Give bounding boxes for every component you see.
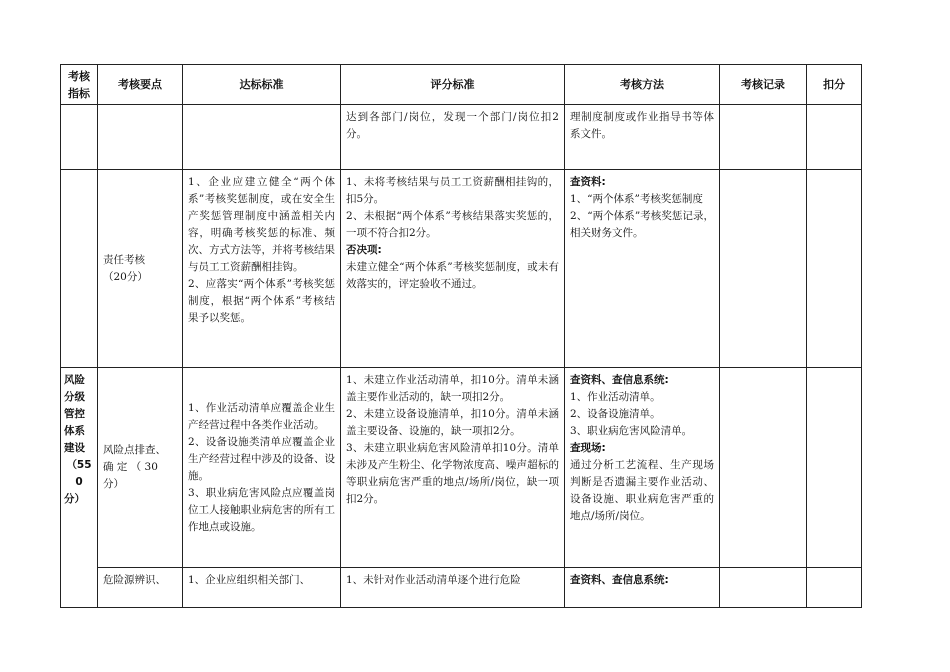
scoring-cell: 1、未针对作业活动清单逐个进行危险 xyxy=(341,568,565,608)
record-cell xyxy=(720,568,807,608)
method-cell: 查资料: 1、“两个体系”考核奖惩制度 2、“两个体系”考核奖惩记录，相关财务文件。 xyxy=(565,170,720,368)
method-title: 查资料: xyxy=(570,176,606,188)
scoring-cell: 达到各部门/岗位，发现一个部门/岗位扣2分。 xyxy=(341,105,565,170)
method-cell: 查资料、查信息系统: 1、作业活动清单。 2、设备设施清单。 3、职业病危害风险清单。 查现场: 通过分析工艺流程、生产现场判断是否遗漏主要作业活动、设备设施、职业病危害严重的地点/场所/岗位。 xyxy=(565,368,720,568)
header-method: 考核方法 xyxy=(565,65,720,105)
header-scoring: 评分标准 xyxy=(341,65,565,105)
method-cell: 理制度制度或作业指导书等体系文件。 xyxy=(565,105,720,170)
table-row-continued xyxy=(61,105,862,170)
header-key-points: 考核要点 xyxy=(98,65,183,105)
indicator-cell xyxy=(61,105,98,170)
key-point-cell: 责任考核 （20分） xyxy=(98,170,183,368)
header-standard: 达标标准 xyxy=(183,65,341,105)
header-deduction: 扣分 xyxy=(807,65,862,105)
table-row-risk-point xyxy=(61,368,862,568)
veto-title: 否决项: xyxy=(346,244,382,256)
key-point-cell xyxy=(98,105,183,170)
assessment-table xyxy=(60,64,862,608)
header-row xyxy=(61,65,862,105)
header-indicator: 考核 指标 xyxy=(61,65,98,105)
indicator-cell xyxy=(61,170,98,368)
table-row-responsibility xyxy=(61,170,862,368)
standard-cell: 1、作业活动清单应覆盖企业生产经营过程中各类作业活动。 2、设备设施类清单应覆盖企业生产经营过程中涉及的设备、设施。 3、职业病危害风险点应覆盖岗位工人接触职业病危害的所有工作地点或设施。 xyxy=(183,368,341,568)
table-row-hazard xyxy=(61,568,862,608)
method-title: 查资料、查信息系统: xyxy=(565,568,720,608)
deduction-cell xyxy=(807,105,862,170)
standard-cell xyxy=(183,105,341,170)
key-point-cell: 危险源辨识、 xyxy=(98,568,183,608)
scoring-cell: 1、未将考核结果与员工工资薪酬相挂钩的，扣5分。 2、未根据“两个体系”考核结果落实奖惩的，一项不符合扣2分。 否决项: 未建立健全“两个体系”考核奖惩制度，或未有效落实的，评定验收不通过。 xyxy=(341,170,565,368)
deduction-cell xyxy=(807,170,862,368)
method-title: 查现场: xyxy=(570,442,606,454)
indicator-risk-system: 风险 分级 管控 体系 建设 （55 0 分） xyxy=(61,368,98,608)
scoring-cell: 1、未建立作业活动清单，扣10分。清单未涵盖主要作业活动的，缺一项扣2分。 2、未建立设备设施清单，扣10分。清单未涵盖主要设备、设施的，缺一项扣2分。 3、未建立职业病危害风险清单扣10分。清单未涉及产生粉尘、化学物浓度高、噪声超标的等职业病危害严重的地点/场所/岗位，缺一项扣2分。 xyxy=(341,368,565,568)
deduction-cell xyxy=(807,568,862,608)
standard-cell: 1、企业应组织相关部门、 xyxy=(183,568,341,608)
standard-cell: 1、企业应建立健全“两个体系”考核奖惩制度，或在安全生产奖惩管理制度中涵盖相关内容，明确考核奖惩的标准、频次、方式方法等，并将考核结果与员工工资薪酬相挂钩。 2、应落实“两个体系”考核奖惩制度，根据“两个体系”考核结果予以奖惩。 xyxy=(183,170,341,368)
header-record: 考核记录 xyxy=(720,65,807,105)
deduction-cell xyxy=(807,368,862,568)
record-cell xyxy=(720,170,807,368)
key-point-cell: 风险点排查、 确 定 （ 30 分） xyxy=(98,368,183,568)
record-cell xyxy=(720,368,807,568)
method-title: 查资料、查信息系统: xyxy=(570,374,669,386)
record-cell xyxy=(720,105,807,170)
